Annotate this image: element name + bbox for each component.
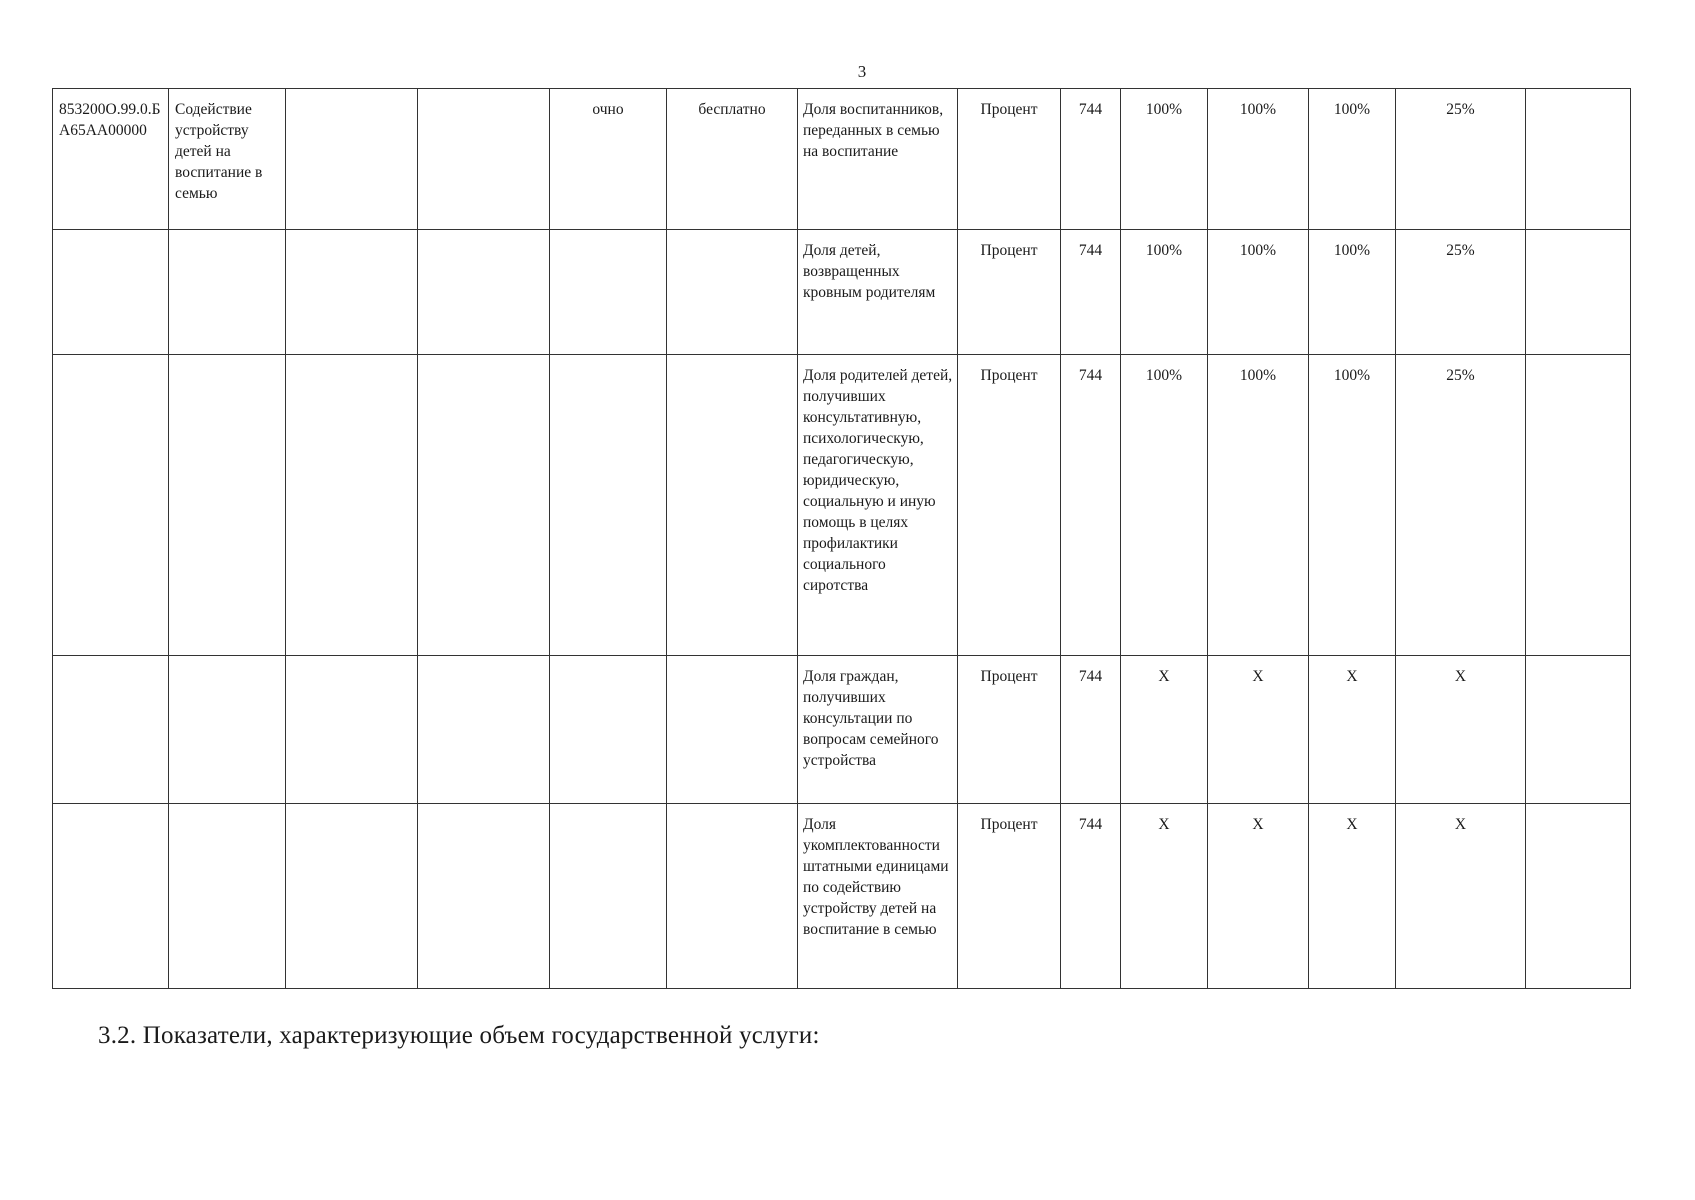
- note-cell: [1526, 804, 1631, 989]
- table-body: [53, 89, 1631, 989]
- unit-cell: Процент: [958, 656, 1061, 804]
- form-cell: очно: [550, 89, 667, 230]
- value-cell: 100%: [1121, 355, 1208, 656]
- note-cell: [1526, 230, 1631, 355]
- empty-cell: [169, 804, 286, 989]
- empty-cell: [418, 230, 550, 355]
- indicators-table: [52, 88, 1631, 989]
- value-cell: Х: [1121, 656, 1208, 804]
- empty-cell: [667, 230, 798, 355]
- value-cell: Х: [1208, 804, 1309, 989]
- indicator-name-cell: Доля родителей детей, получивших консультативную, психологическую, педагогическую, юридическую, социальную и иную помощь в целях профилактики социального сиротства: [798, 355, 958, 656]
- empty-cell: [286, 355, 418, 656]
- empty-cell: [418, 804, 550, 989]
- table-row: [53, 656, 1631, 804]
- empty-cell: [286, 804, 418, 989]
- value-cell: 100%: [1208, 230, 1309, 355]
- note-cell: [1526, 89, 1631, 230]
- table-row: [53, 804, 1631, 989]
- empty-cell: [53, 656, 169, 804]
- okei-cell: 744: [1061, 804, 1121, 989]
- okei-cell: 744: [1061, 355, 1121, 656]
- table-row: [53, 89, 1631, 230]
- unit-cell: Процент: [958, 89, 1061, 230]
- empty-cell: [169, 656, 286, 804]
- value-cell: 100%: [1121, 230, 1208, 355]
- empty-cell: [418, 89, 550, 230]
- deviation-cell: Х: [1396, 804, 1526, 989]
- indicator-name-cell: Доля укомплектованности штатными единицами по содействию устройству детей на воспитание в семью: [798, 804, 958, 989]
- value-cell: Х: [1309, 656, 1396, 804]
- unit-cell: Процент: [958, 230, 1061, 355]
- value-cell: 100%: [1309, 355, 1396, 656]
- value-cell: 100%: [1309, 89, 1396, 230]
- value-cell: 100%: [1208, 355, 1309, 656]
- empty-cell: [550, 355, 667, 656]
- empty-cell: [53, 355, 169, 656]
- note-cell: [1526, 355, 1631, 656]
- value-cell: Х: [1208, 656, 1309, 804]
- empty-cell: [286, 656, 418, 804]
- empty-cell: [286, 89, 418, 230]
- empty-cell: [169, 355, 286, 656]
- value-cell: Х: [1121, 804, 1208, 989]
- okei-cell: 744: [1061, 89, 1121, 230]
- okei-cell: 744: [1061, 656, 1121, 804]
- section-heading: 3.2. Показатели, характеризующие объем государственной услуги:: [98, 1022, 820, 1049]
- empty-cell: [550, 656, 667, 804]
- empty-cell: [53, 804, 169, 989]
- empty-cell: [53, 230, 169, 355]
- empty-cell: [667, 355, 798, 656]
- unit-cell: Процент: [958, 804, 1061, 989]
- deviation-cell: 25%: [1396, 230, 1526, 355]
- empty-cell: [667, 804, 798, 989]
- page-number: 3: [857, 62, 867, 81]
- indicator-name-cell: Доля воспитанников, переданных в семью на воспитание: [798, 89, 958, 230]
- indicator-name-cell: Доля детей, возвращенных кровным родителям: [798, 230, 958, 355]
- empty-cell: [667, 656, 798, 804]
- service-name-cell: Содействие устройству детей на воспитание в семью: [169, 89, 286, 230]
- value-cell: 100%: [1121, 89, 1208, 230]
- deviation-cell: 25%: [1396, 355, 1526, 656]
- indicator-name-cell: Доля граждан, получивших консультации по вопросам семейного устройства: [798, 656, 958, 804]
- empty-cell: [286, 230, 418, 355]
- payment-cell: бесплатно: [667, 89, 798, 230]
- empty-cell: [169, 230, 286, 355]
- note-cell: [1526, 656, 1631, 804]
- empty-cell: [550, 230, 667, 355]
- deviation-cell: 25%: [1396, 89, 1526, 230]
- empty-cell: [418, 355, 550, 656]
- registry-code-cell: 853200О.99.0.БА65АА00000: [53, 89, 169, 230]
- unit-cell: Процент: [958, 355, 1061, 656]
- value-cell: 100%: [1309, 230, 1396, 355]
- value-cell: 100%: [1208, 89, 1309, 230]
- deviation-cell: Х: [1396, 656, 1526, 804]
- empty-cell: [418, 656, 550, 804]
- okei-cell: 744: [1061, 230, 1121, 355]
- value-cell: Х: [1309, 804, 1396, 989]
- table-row: [53, 355, 1631, 656]
- empty-cell: [550, 804, 667, 989]
- table-row: [53, 230, 1631, 355]
